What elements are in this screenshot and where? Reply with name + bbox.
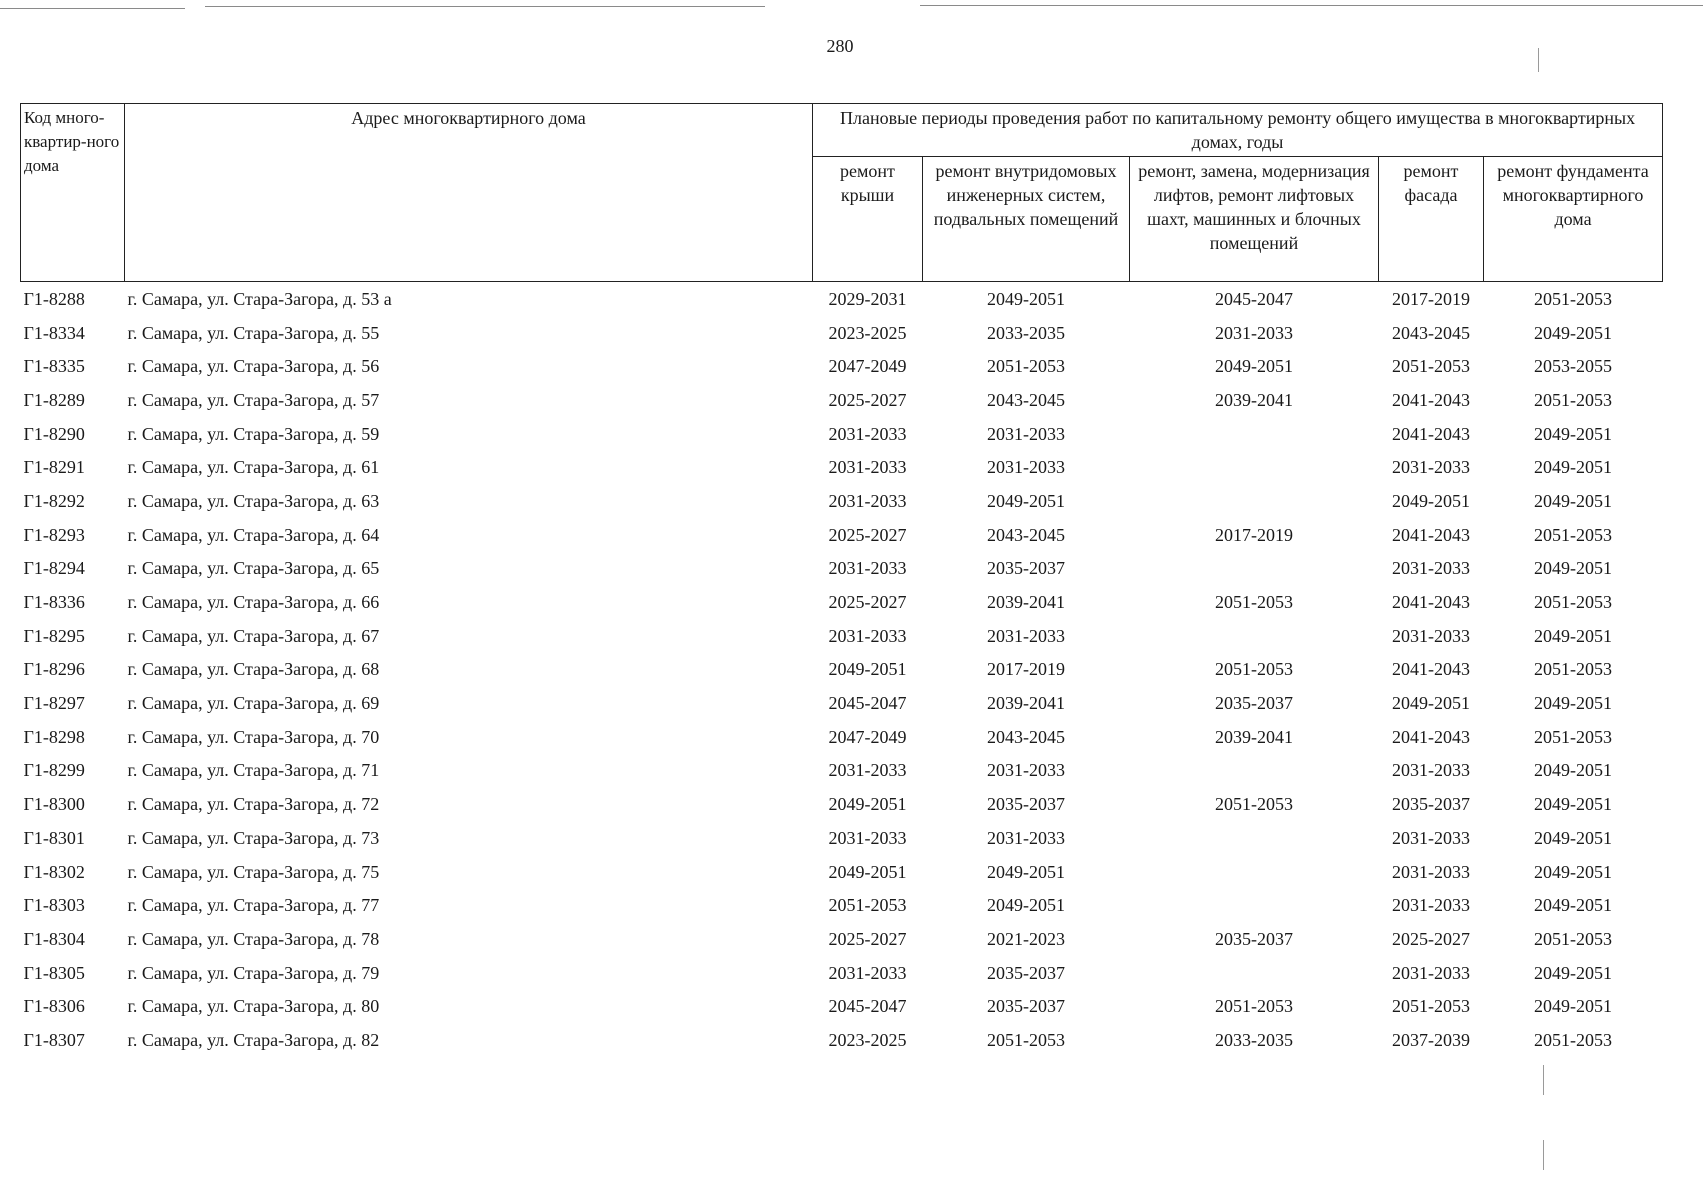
row-foundation-period: 2049-2051 (1534, 962, 1613, 983)
row-facade-period: 2051-2053 (1392, 996, 1470, 1017)
row-code: Г1-8299 (23, 760, 85, 781)
row-roof-period: 2031-2033 (828, 625, 907, 646)
table-row (21, 619, 1663, 653)
row-facade-period: 2025-2027 (1392, 928, 1470, 949)
table-row (21, 787, 1663, 821)
row-address: г. Самара, ул. Стара-Загора, д. 59 (127, 423, 380, 444)
table-row (21, 720, 1663, 754)
row-code: Г1-8297 (23, 693, 85, 714)
table-body (21, 282, 1663, 1057)
header-elevators: ремонт, замена, модернизация лифтов, ремонт лифтовых шахт, машинных и блочных помещений (1130, 157, 1379, 282)
row-roof-period: 2031-2033 (828, 962, 907, 983)
row-facade-period: 2041-2043 (1392, 423, 1470, 444)
row-address: г. Самара, ул. Стара-Загора, д. 67 (127, 625, 380, 646)
row-facade-period: 2031-2033 (1392, 457, 1470, 478)
row-elevators-period: 2051-2053 (1215, 996, 1293, 1017)
row-engineering-period: 2035-2037 (987, 794, 1065, 815)
table-row (21, 552, 1663, 586)
row-address: г. Самара, ул. Стара-Загора, д. 77 (127, 895, 380, 916)
row-engineering-period: 2031-2033 (987, 760, 1065, 781)
row-code: Г1-8336 (23, 592, 85, 613)
row-roof-period: 2051-2053 (828, 895, 907, 916)
row-code: Г1-8305 (23, 962, 85, 983)
header-foundation: ремонт фундамента многоквартирного дома (1484, 157, 1663, 282)
row-code: Г1-8293 (23, 524, 85, 545)
row-address: г. Самара, ул. Стара-Загора, д. 64 (127, 524, 380, 545)
row-elevators-period (1130, 888, 1379, 922)
row-code: Г1-8290 (23, 423, 85, 444)
row-elevators-period: 2033-2035 (1215, 1029, 1293, 1050)
row-elevators-period: 2049-2051 (1215, 356, 1293, 377)
table-row (21, 821, 1663, 855)
row-elevators-period (1130, 821, 1379, 855)
row-facade-period: 2041-2043 (1392, 659, 1470, 680)
header-engineering: ремонт внутридомовых инженерных систем, подвальных помещений (923, 157, 1130, 282)
row-foundation-period: 2049-2051 (1534, 895, 1613, 916)
row-foundation-period: 2051-2053 (1534, 726, 1613, 747)
table-row (21, 686, 1663, 720)
scan-edge-line (0, 8, 185, 9)
row-foundation-period: 2049-2051 (1534, 457, 1613, 478)
row-roof-period: 2023-2025 (828, 1029, 907, 1050)
table-row (21, 518, 1663, 552)
row-code: Г1-8301 (23, 827, 85, 848)
row-roof-period: 2023-2025 (828, 322, 907, 343)
table-row (21, 417, 1663, 451)
row-engineering-period: 2017-2019 (987, 659, 1065, 680)
repair-schedule-table (20, 103, 1663, 1057)
row-elevators-period (1130, 754, 1379, 788)
row-roof-period: 2045-2047 (828, 693, 907, 714)
row-foundation-period: 2049-2051 (1534, 322, 1613, 343)
table-row (21, 888, 1663, 922)
row-engineering-period: 2051-2053 (987, 356, 1065, 377)
row-roof-period: 2025-2027 (828, 592, 907, 613)
row-roof-period: 2029-2031 (813, 282, 923, 316)
row-code: Г1-8289 (23, 389, 85, 410)
row-facade-period: 2017-2019 (1379, 282, 1484, 316)
row-address: г. Самара, ул. Стара-Загора, д. 69 (127, 693, 380, 714)
row-address: г. Самара, ул. Стара-Загора, д. 66 (127, 592, 380, 613)
row-engineering-period: 2031-2033 (987, 423, 1065, 444)
row-code: Г1-8307 (23, 1029, 85, 1050)
row-code: Г1-8298 (23, 726, 85, 747)
header-code: Код много-квартир-ного дома (21, 104, 125, 282)
row-address: г. Самара, ул. Стара-Загора, д. 73 (127, 827, 380, 848)
row-address: г. Самара, ул. Стара-Загора, д. 72 (127, 794, 380, 815)
row-address: г. Самара, ул. Стара-Загора, д. 56 (127, 356, 380, 377)
row-foundation-period: 2049-2051 (1534, 490, 1613, 511)
row-elevators-period: 2031-2033 (1215, 322, 1293, 343)
row-engineering-period: 2049-2051 (923, 282, 1130, 316)
row-foundation-period: 2051-2053 (1534, 928, 1613, 949)
row-facade-period: 2031-2033 (1392, 558, 1470, 579)
row-facade-period: 2043-2045 (1392, 322, 1470, 343)
row-foundation-period: 2049-2051 (1534, 693, 1613, 714)
row-foundation-period: 2051-2053 (1534, 592, 1613, 613)
row-roof-period: 2031-2033 (828, 827, 907, 848)
row-engineering-period: 2021-2023 (987, 928, 1065, 949)
row-facade-period: 2049-2051 (1392, 693, 1470, 714)
table-row (21, 316, 1663, 350)
row-engineering-period: 2043-2045 (987, 726, 1065, 747)
row-foundation-period: 2051-2053 (1534, 1029, 1613, 1050)
row-foundation-period: 2049-2051 (1534, 996, 1613, 1017)
table-row (21, 754, 1663, 788)
scan-margin-mark (1543, 1065, 1544, 1095)
row-elevators-period (1130, 552, 1379, 586)
row-foundation-period: 2049-2051 (1534, 423, 1613, 444)
row-facade-period: 2031-2033 (1392, 861, 1470, 882)
row-foundation-period: 2051-2053 (1534, 389, 1613, 410)
row-engineering-period: 2043-2045 (987, 524, 1065, 545)
row-facade-period: 2041-2043 (1392, 726, 1470, 747)
row-foundation-period: 2049-2051 (1534, 625, 1613, 646)
row-address: г. Самара, ул. Стара-Загора, д. 75 (127, 861, 380, 882)
row-address: г. Самара, ул. Стара-Загора, д. 80 (127, 996, 380, 1017)
row-roof-period: 2031-2033 (828, 760, 907, 781)
header-roof: ремонт крыши (813, 157, 923, 282)
row-facade-period: 2031-2033 (1392, 827, 1470, 848)
table-row (21, 956, 1663, 990)
row-code: Г1-8288 (21, 282, 125, 316)
row-address: г. Самара, ул. Стара-Загора, д. 57 (127, 389, 380, 410)
row-engineering-period: 2031-2033 (987, 827, 1065, 848)
row-address: г. Самара, ул. Стара-Загора, д. 70 (127, 726, 380, 747)
row-code: Г1-8302 (23, 861, 85, 882)
row-elevators-period (1130, 619, 1379, 653)
row-elevators-period (1130, 417, 1379, 451)
row-engineering-period: 2035-2037 (987, 962, 1065, 983)
row-engineering-period: 2039-2041 (987, 693, 1065, 714)
table-row (21, 653, 1663, 687)
row-address: г. Самара, ул. Стара-Загора, д. 71 (127, 760, 380, 781)
row-elevators-period: 2039-2041 (1215, 726, 1293, 747)
row-address: г. Самара, ул. Стара-Загора, д. 53 а (125, 282, 813, 316)
row-facade-period: 2041-2043 (1392, 389, 1470, 410)
row-engineering-period: 2031-2033 (987, 625, 1065, 646)
row-engineering-period: 2049-2051 (987, 895, 1065, 916)
row-code: Г1-8295 (23, 625, 85, 646)
row-foundation-period: 2051-2053 (1484, 282, 1663, 316)
row-engineering-period: 2051-2053 (987, 1029, 1065, 1050)
row-roof-period: 2049-2051 (828, 794, 907, 815)
table-row (21, 855, 1663, 889)
row-facade-period: 2031-2033 (1392, 895, 1470, 916)
row-roof-period: 2025-2027 (828, 524, 907, 545)
row-address: г. Самара, ул. Стара-Загора, д. 68 (127, 659, 380, 680)
row-engineering-period: 2031-2033 (987, 457, 1065, 478)
row-facade-period: 2031-2033 (1392, 625, 1470, 646)
row-foundation-period: 2049-2051 (1534, 558, 1613, 579)
row-code: Г1-8334 (23, 322, 85, 343)
row-facade-period: 2051-2053 (1392, 356, 1470, 377)
row-roof-period: 2031-2033 (828, 490, 907, 511)
row-elevators-period: 2017-2019 (1215, 524, 1293, 545)
row-elevators-period: 2035-2037 (1215, 928, 1293, 949)
row-code: Г1-8294 (23, 558, 85, 579)
row-facade-period: 2031-2033 (1392, 962, 1470, 983)
row-engineering-period: 2039-2041 (987, 592, 1065, 613)
row-address: г. Самара, ул. Стара-Загора, д. 82 (127, 1029, 380, 1050)
row-elevators-period (1130, 956, 1379, 990)
row-address: г. Самара, ул. Стара-Загора, д. 79 (127, 962, 380, 983)
table-row (21, 989, 1663, 1023)
row-roof-period: 2049-2051 (828, 659, 907, 680)
row-address: г. Самара, ул. Стара-Загора, д. 61 (127, 457, 380, 478)
table-row (21, 383, 1663, 417)
row-engineering-period: 2035-2037 (987, 996, 1065, 1017)
row-engineering-period: 2033-2035 (987, 322, 1065, 343)
page-number: 280 (826, 36, 854, 56)
row-address: г. Самара, ул. Стара-Загора, д. 55 (127, 322, 380, 343)
row-code: Г1-8292 (23, 490, 85, 511)
row-code: Г1-8306 (23, 996, 85, 1017)
row-foundation-period: 2051-2053 (1534, 524, 1613, 545)
header-periods-group: Плановые периоды проведения работ по капитальному ремонту общего имущества в многоквартирных домах, годы (813, 104, 1663, 157)
row-address: г. Самара, ул. Стара-Загора, д. 78 (127, 928, 380, 949)
row-facade-period: 2037-2039 (1392, 1029, 1470, 1050)
row-foundation-period: 2051-2053 (1534, 659, 1613, 680)
table-row (21, 585, 1663, 619)
row-code: Г1-8303 (23, 895, 85, 916)
row-address: г. Самара, ул. Стара-Загора, д. 65 (127, 558, 380, 579)
row-engineering-period: 2049-2051 (987, 490, 1065, 511)
row-address: г. Самара, ул. Стара-Загора, д. 63 (127, 490, 380, 511)
row-elevators-period: 2051-2053 (1215, 592, 1293, 613)
scan-edge-line (920, 5, 1703, 6)
row-roof-period: 2031-2033 (828, 558, 907, 579)
row-facade-period: 2049-2051 (1392, 490, 1470, 511)
row-foundation-period: 2049-2051 (1534, 827, 1613, 848)
row-engineering-period: 2043-2045 (987, 389, 1065, 410)
row-elevators-period (1130, 484, 1379, 518)
row-code: Г1-8335 (23, 356, 85, 377)
row-elevators-period: 2045-2047 (1130, 282, 1379, 316)
table-row (21, 450, 1663, 484)
row-elevators-period: 2051-2053 (1215, 659, 1293, 680)
row-roof-period: 2031-2033 (828, 423, 907, 444)
row-elevators-period: 2039-2041 (1215, 389, 1293, 410)
row-roof-period: 2047-2049 (828, 726, 907, 747)
row-engineering-period: 2049-2051 (987, 861, 1065, 882)
row-elevators-period (1130, 450, 1379, 484)
row-engineering-period: 2035-2037 (987, 558, 1065, 579)
table-row (21, 1023, 1663, 1057)
row-code: Г1-8304 (23, 928, 85, 949)
table-row (21, 349, 1663, 383)
scan-edge-line (205, 6, 765, 7)
header-address: Адрес многоквартирного дома (125, 104, 813, 282)
row-facade-period: 2031-2033 (1392, 760, 1470, 781)
table-row (21, 922, 1663, 956)
row-elevators-period: 2051-2053 (1215, 794, 1293, 815)
header-facade: ремонт фасада (1379, 157, 1484, 282)
scan-margin-mark (1543, 1140, 1544, 1170)
row-roof-period: 2049-2051 (828, 861, 907, 882)
row-foundation-period: 2049-2051 (1534, 794, 1613, 815)
row-code: Г1-8296 (23, 659, 85, 680)
row-foundation-period: 2053-2055 (1534, 356, 1613, 377)
row-roof-period: 2045-2047 (828, 996, 907, 1017)
row-code: Г1-8300 (23, 794, 85, 815)
row-roof-period: 2047-2049 (828, 356, 907, 377)
row-facade-period: 2041-2043 (1392, 524, 1470, 545)
row-facade-period: 2035-2037 (1392, 794, 1470, 815)
row-foundation-period: 2049-2051 (1534, 760, 1613, 781)
row-roof-period: 2025-2027 (828, 389, 907, 410)
table-row (21, 484, 1663, 518)
row-code: Г1-8291 (23, 457, 85, 478)
row-facade-period: 2041-2043 (1392, 592, 1470, 613)
row-elevators-period: 2035-2037 (1215, 693, 1293, 714)
row-foundation-period: 2049-2051 (1534, 861, 1613, 882)
table-row (21, 282, 1663, 316)
row-elevators-period (1130, 855, 1379, 889)
row-roof-period: 2031-2033 (828, 457, 907, 478)
row-roof-period: 2025-2027 (828, 928, 907, 949)
